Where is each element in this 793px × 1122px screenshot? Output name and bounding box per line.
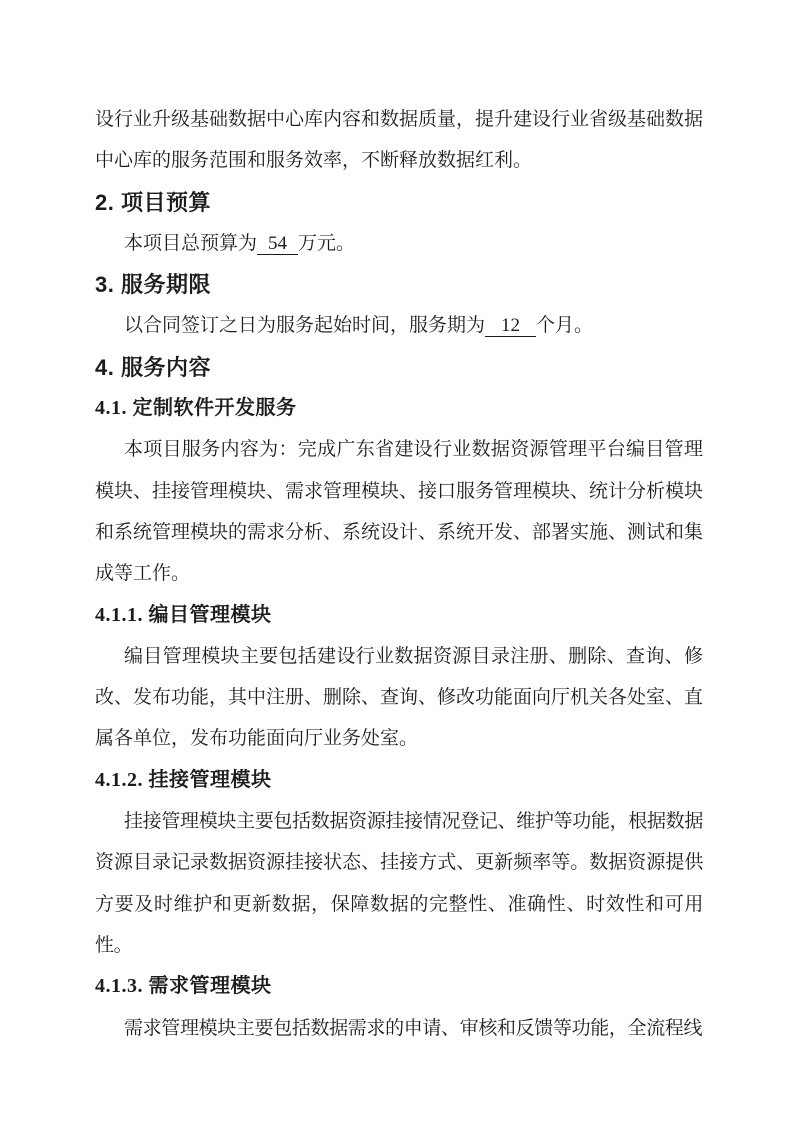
heading-custom-software-service: 4.1. 定制软件开发服务	[95, 397, 297, 420]
demand-module-paragraph: 需求管理模块主要包括数据需求的申请、审核和反馈等功能，全流程线	[124, 1017, 703, 1039]
heading-mount-module: 4.1.2. 挂接管理模块	[95, 768, 272, 791]
heading-service-period: 3. 服务期限	[95, 272, 211, 298]
heading-service-content: 4. 服务内容	[95, 354, 211, 380]
heading-demand-module: 4.1.3. 需求管理模块	[95, 975, 272, 998]
service-period-text-prefix: 以合同签订之日为服务起始时间，服务期为	[124, 315, 486, 337]
service-period-paragraph	[95, 305, 703, 346]
budget-text-suffix: 万元。	[298, 232, 356, 254]
heading-project-budget: 2. 项目预算	[95, 189, 211, 215]
service-period-text-suffix: 个月。	[536, 315, 594, 337]
budget-amount-underlined: 54	[257, 233, 298, 255]
custom-software-paragraph: 本项目服务内容为：完成广东省建设行业数据资源管理平台编目管理模块、挂接管理模块、需求管理模块、接口服务管理模块、统计分析模块和系统管理模块的需求分析、系统设计、系统开发、部署实施、测试和集成等工作。	[95, 439, 704, 585]
budget-paragraph	[95, 223, 703, 264]
service-period-months-underlined: 12	[485, 315, 536, 337]
document-content	[95, 99, 703, 1049]
budget-text-prefix: 本项目总预算为	[124, 232, 258, 254]
intro-paragraph: 设行业升级基础数据中心库内容和数据质量，提升建设行业省级基础数据中心库的服务范围和服务效率，不断释放数据红利。	[95, 109, 704, 172]
heading-catalog-module: 4.1.1. 编目管理模块	[95, 603, 272, 626]
mount-module-paragraph: 挂接管理模块主要包括数据资源挂接情况登记、维护等功能，根据数据资源目录记录数据资源挂接状态、挂接方式、更新频率等。数据资源提供方要及时维护和更新数据，保障数据的完整性、准确性、时效性和可用性。	[95, 811, 703, 956]
catalog-module-paragraph: 编目管理模块主要包括建设行业数据资源目录注册、删除、查询、修改、发布功能，其中注册、删除、查询、修改功能面向厅机关各处室、直属各单位，发布功能面向厅业务处室。	[95, 645, 704, 750]
